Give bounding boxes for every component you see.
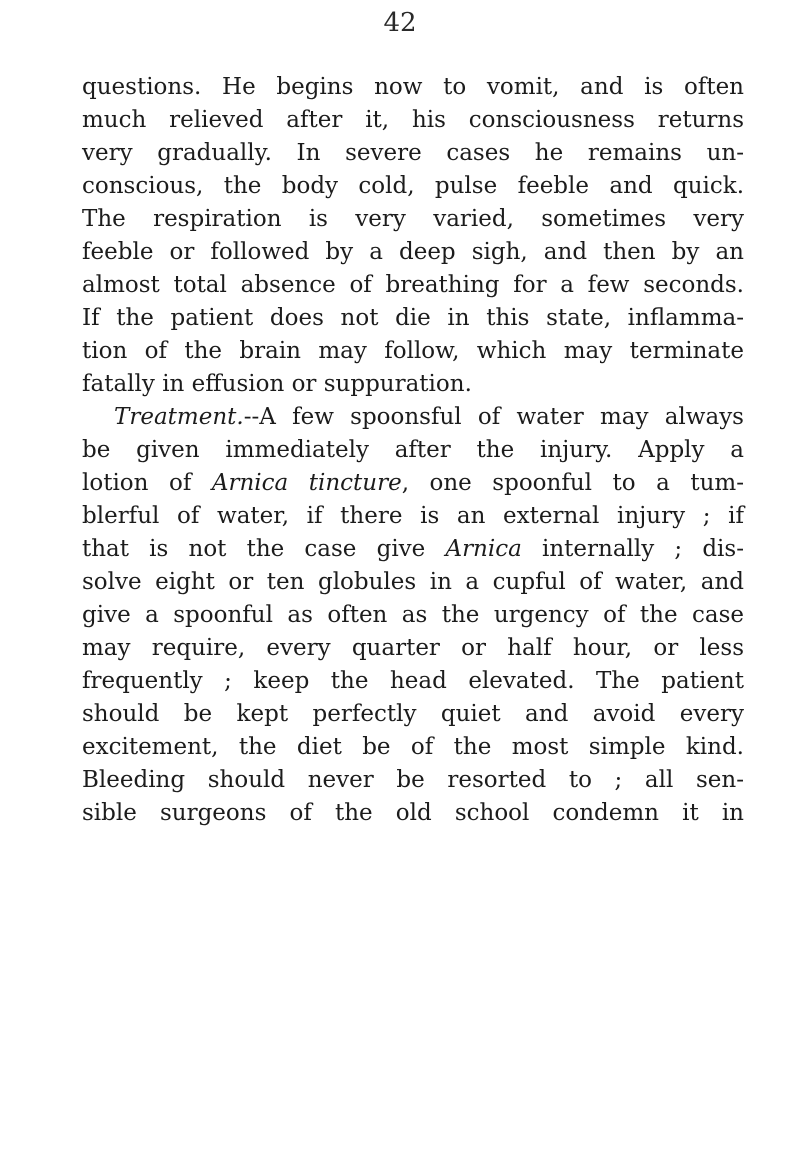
- text-line: fatally in effusion or suppuration.: [82, 371, 472, 397]
- text-line: may require, every quarter or half hour, or less: [82, 635, 744, 661]
- text-line: that is not the case give Arnica internally ; dis-: [82, 536, 744, 562]
- treatment-heading: Treatment.: [114, 404, 244, 430]
- remedy-name: Arnica: [445, 536, 522, 562]
- text-line: solve eight or ten globules in a cupful of water, and: [82, 569, 744, 595]
- page-number: 42: [383, 8, 417, 38]
- text-line: lotion of Arnica tincture, one spoonful to a tum-: [82, 470, 745, 496]
- text-line: questions. He begins now to vomit, and is often: [82, 74, 744, 100]
- body-text: [82, 71, 744, 830]
- text-line: The respiration is very varied, sometimes very: [82, 206, 744, 232]
- text-line: should be kept perfectly quiet and avoid every: [82, 701, 744, 727]
- remedy-name: Arnica tincture: [211, 470, 402, 496]
- text-line: excitement, the diet be of the most simple kind.: [82, 734, 744, 760]
- text-line: If the patient does not die in this state, inflamma-: [82, 305, 744, 331]
- text-line: conscious, the body cold, pulse feeble and quick.: [82, 173, 744, 199]
- text-line: much relieved after it, his consciousness returns: [82, 107, 744, 133]
- text-line: almost total absence of breathing for a few seconds.: [82, 272, 744, 298]
- text-line: tion of the brain may follow, which may terminate: [82, 338, 744, 364]
- text-line: be given immediately after the injury. Apply a: [82, 437, 744, 463]
- text-line: give a spoonful as often as the urgency of the case: [82, 602, 744, 628]
- text-line: very gradually. In severe cases he remains un-: [82, 140, 744, 166]
- text-line: blerful of water, if there is an external injury ; if: [82, 503, 744, 529]
- text-line: frequently ; keep the head elevated. The patient: [82, 668, 744, 694]
- treatment-heading-line: Treatment.--A few spoonsful of water may always: [114, 404, 744, 430]
- text-line: sible surgeons of the old school condemn it in: [82, 800, 744, 826]
- text-line: Bleeding should never be resorted to ; all sen-: [82, 767, 744, 793]
- text-line: feeble or followed by a deep sigh, and then by an: [82, 239, 744, 265]
